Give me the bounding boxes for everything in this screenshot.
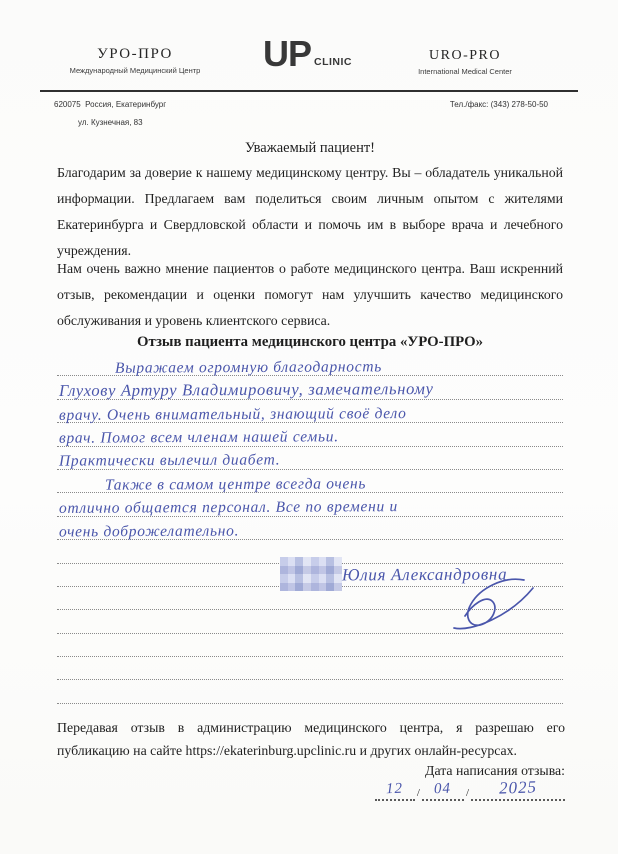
letterhead-left [55,46,215,75]
handwriting: врач. Помог всем членам нашей семьи. [58,428,339,447]
consent-paragraph: Передавая отзыв в администрацию медицинского центра, я разрешаю его публикацию на сайте https://ekaterinburg.upclinic.ru и других онлайн-ресурсах. [57,720,565,758]
logo-sub-text: CLINIC [314,55,353,68]
date-month-handwriting: 04 [434,780,452,798]
up-clinic-logo [263,33,353,74]
letterhead-right [398,48,532,76]
handwriting: очень доброжелательно. [58,522,240,541]
letterhead-divider [40,90,578,92]
org-subtitle-russian: Международный Медицинский Центр [69,66,201,75]
date-year-handwriting: 2025 [498,777,538,798]
review-line [57,493,563,516]
date-day-handwriting: 12 [386,780,404,798]
redacted-name-blur [280,557,342,591]
date-year-field [471,779,565,801]
date-label: Дата написания отзыва: [425,763,565,778]
handwritten-review-area [57,353,563,704]
salutation: Уважаемый пациент! [245,140,375,156]
review-line [57,353,563,376]
address-line2: ул. Кузнечная, 83 [78,118,143,127]
date-separator: / [465,787,469,799]
handwriting: врачу. Очень внимательный, знающий своё дело [58,404,407,424]
handwriting: отлично общается персонал. Все по времени и [58,498,398,518]
org-subtitle-english: International Medical Center [418,67,512,76]
review-line [57,517,563,540]
handwriting: Глухову Артуру Владимировичу, замечательному [58,379,434,401]
handwriting: Выражаем огромную благодарность [114,358,383,377]
handwriting: Практически вылечил диабет. [58,451,281,471]
logo-main-text: UP [263,33,312,74]
phone-fax: Тел./факс: (343) 278-50-50 [449,100,548,109]
handwriting: Также в самом центре всегда очень [104,475,367,494]
org-name-russian: УРО-ПРО [97,46,173,62]
org-name-english: URO-PRO [429,48,501,63]
review-line [57,657,563,680]
review-line [57,634,563,657]
review-line [57,680,563,703]
date-written [375,779,565,801]
date-day-field [375,780,415,801]
review-line [57,400,563,423]
review-section-heading: Отзыв пациента медицинского центра «УРО-ПРО» [137,334,483,350]
date-separator: / [416,787,420,799]
intro-paragraph: Благодарим за доверие к нашему медицинскому центру. Вы – обладатель уникальной информации. Предлагаем вам поделиться своим личным опытом с жителями Екатеринбурга и Свердловской области и помочь им в выборе врача и лечебного учреждения. [57,165,563,258]
signer-name-handwriting: Юлия Александровна [341,564,508,585]
review-line [57,470,563,493]
importance-paragraph: Нам очень важно мнение пациентов о работе медицинского центра. Ваш искренний отзыв, рекомендации и оценки помогут нам улучшить качество медицинского обслуживания и уровень клиентского сервиса. [57,261,563,328]
review-line [57,423,563,446]
review-line [57,376,563,399]
date-month-field [422,780,464,801]
signature-flourish [438,574,542,636]
review-line [57,447,563,470]
address-line1: 620075 Россия, Екатеринбург [54,100,167,109]
